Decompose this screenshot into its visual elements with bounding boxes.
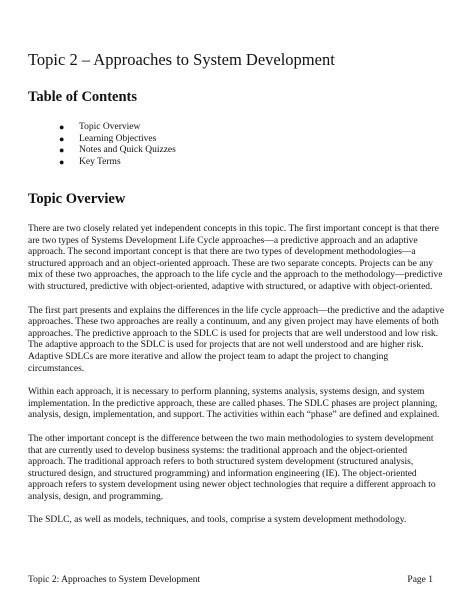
footer-title: Topic 2: Approaches to System Development [28, 575, 201, 585]
toc-item [59, 134, 446, 146]
toc-item-label: Learning Objectives [79, 133, 157, 144]
toc-list [28, 122, 446, 168]
bullet-icon: ● [59, 133, 65, 144]
overview-paragraph: There are two closely related yet independent concepts in this topic. The first important concept is that there are two types of Systems Development Life Cycle approaches—a predictive approach and an adaptive approach. The second important concept is that there are two types of development methodologies—a structured approach and an object-oriented approach. These are two separate concepts. Projects can be any mix of these two approaches, the approach to the life cycle and the approach to the methodology—predictive with structured, predictive with object-oriented, adaptive with structured, or adaptive with object-oriented. [28, 224, 443, 292]
toc-item [59, 145, 446, 157]
page-number: Page 1 [407, 575, 433, 585]
toc-heading: Table of Contents [28, 89, 138, 105]
toc-item [59, 157, 446, 169]
toc-item-label: Notes and Quick Quizzes [79, 145, 176, 155]
bullet-icon: ● [59, 156, 65, 167]
document-content [28, 50, 446, 539]
toc-item-label: Topic Overview [79, 122, 141, 132]
overview-paragraph: The SDLC, as well as models, techniques, and tools, comprise a system development methodology. [28, 515, 407, 526]
overview-paragraph: The other important concept is the difference between the two main methodologies to system development that are currently used to develop business systems: the traditional approach and the object-oriented approach. The traditional approach refers to both structured system development (structured analysis, structured design, and structured programming) and information engineering (IE). The object-oriented approach refers to system development using newer object technologies that require a different approach to analysis, design, and programming. [28, 433, 436, 502]
toc-item [59, 122, 446, 134]
bullet-icon: ● [59, 122, 65, 132]
toc-item-label: Key Terms [79, 156, 121, 167]
document-title: Topic 2 – Approaches to System Development [28, 50, 335, 69]
overview-heading: Topic Overview [28, 191, 126, 207]
overview-paragraph: The first part presents and explains the differences in the life cycle approach—the predictive and the adaptive approaches. These two approaches are really a continuum, and any given project may have elements of both approaches. The predictive approach to the SDLC is used for projects that are well understood and low risk. The adaptive approach to the SDLC is used for projects that are not well understood and are higher risk. Adaptive SDLCs are more iterative and allow the project team to adapt the project to changing circumstances. [28, 305, 445, 374]
bullet-icon: ● [59, 145, 65, 155]
overview-paragraph: Within each approach, it is necessary to perform planning, systems analysis, systems design, and system implementation. In the predictive approach, these are called phases. The SDLC phases are project planning, analysis, design, implementation, and support. The activities within each “phase” are defined and explained. [28, 387, 440, 421]
